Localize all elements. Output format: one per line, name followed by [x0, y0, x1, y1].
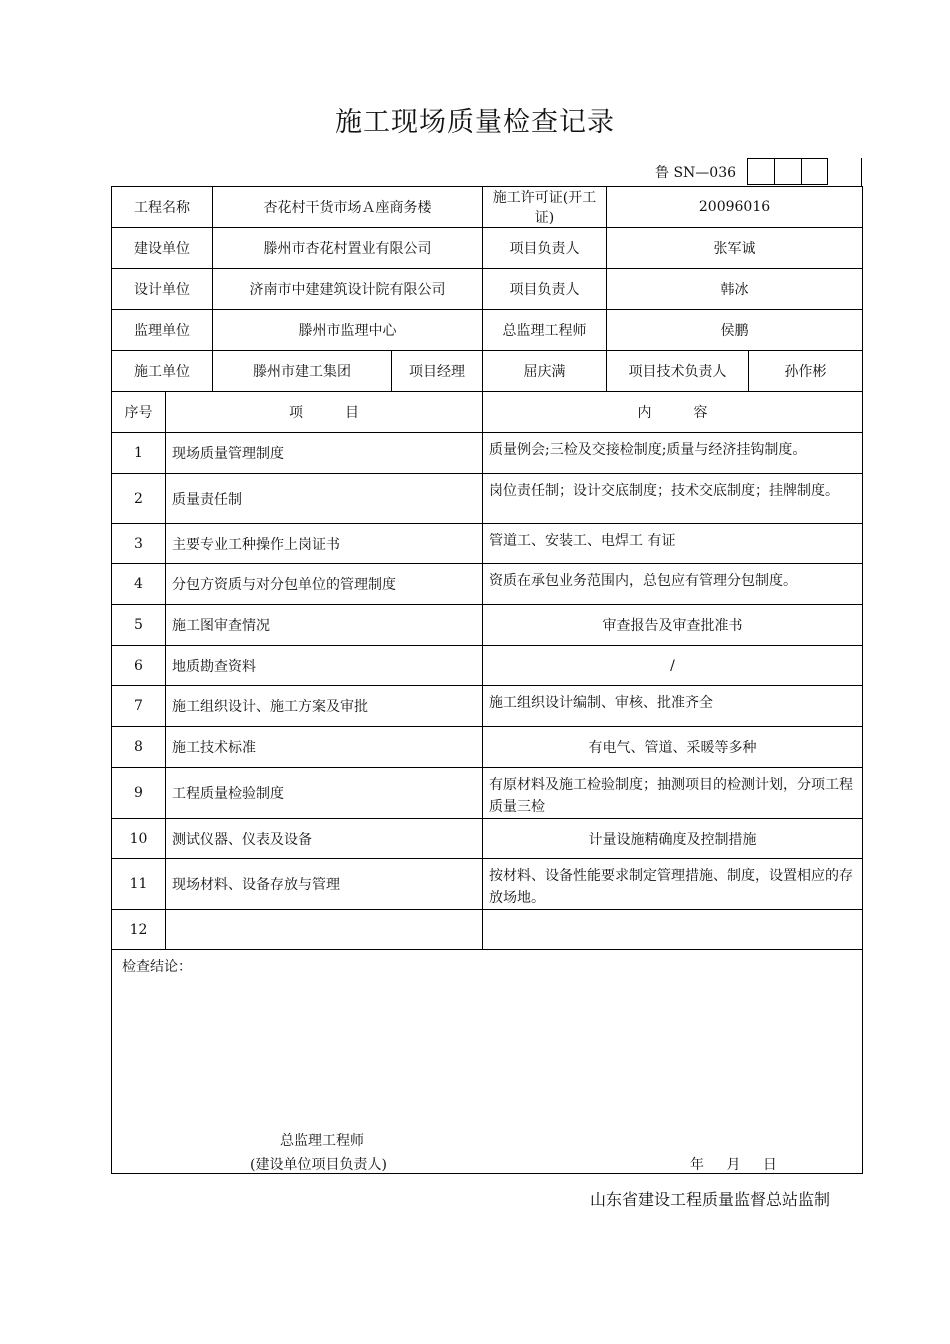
row-content[interactable] [483, 910, 863, 950]
signer-subtitle: (建设单位项目负责人) [250, 1157, 387, 1173]
row-content: 资质在承包业务范围内，总包应有管理分包制度。 [483, 564, 863, 605]
row-number: 3 [112, 524, 166, 564]
row-item: 主要专业工种操作上岗证书 [166, 524, 483, 564]
pm-label: 项目经理 [392, 351, 483, 392]
row-content: / [483, 646, 863, 686]
code-box[interactable] [801, 158, 828, 185]
col-content-header: 内 容 [483, 392, 863, 433]
chief-engineer-value: 侯鹏 [607, 310, 863, 351]
header-row-design [112, 269, 863, 310]
row-number: 1 [112, 433, 166, 474]
owner-person-value: 张军诚 [607, 228, 863, 269]
row-content: 按材料、设备性能要求制定管理措施、制度，设置相应的存放场地。 [483, 859, 863, 910]
owner-value: 滕州市杏花村置业有限公司 [213, 228, 483, 269]
row-number: 6 [112, 646, 166, 686]
conclusion-cell[interactable] [112, 950, 863, 1174]
row-item: 分包方资质与对分包单位的管理制度 [166, 564, 483, 605]
row-content: 有原材料及施工检验制度；抽测项目的检测计划，分项工程质量三检 [483, 768, 863, 819]
row-number: 4 [112, 564, 166, 605]
table-row [112, 686, 863, 727]
table-row [112, 524, 863, 564]
project-name-label: 工程名称 [112, 187, 213, 228]
row-item: 施工组织设计、施工方案及审批 [166, 686, 483, 727]
page-title: 施工现场质量检查记录 [335, 107, 615, 138]
design-value: 济南市中建建筑设计院有限公司 [213, 269, 483, 310]
row-number: 8 [112, 727, 166, 768]
header-row-contractor [112, 351, 863, 392]
permit-value: 20096016 [607, 187, 863, 228]
form-code-boxes [747, 158, 828, 185]
table-row [112, 474, 863, 524]
row-number: 9 [112, 768, 166, 819]
table-border-extension [861, 158, 862, 186]
row-number: 7 [112, 686, 166, 727]
supervision-label: 监理单位 [112, 310, 213, 351]
row-number: 5 [112, 605, 166, 646]
row-number: 11 [112, 859, 166, 910]
chief-engineer-label: 总监理工程师 [483, 310, 607, 351]
form-code: 鲁 SN—036 [655, 165, 737, 181]
row-content: 施工组织设计编制、审核、批准齐全 [483, 686, 863, 727]
code-box[interactable] [747, 158, 774, 185]
row-item: 施工图审查情况 [166, 605, 483, 646]
table-row [112, 564, 863, 605]
row-content: 管道工、安装工、电焊工 有证 [483, 524, 863, 564]
design-person-value: 韩冰 [607, 269, 863, 310]
inspection-table [111, 186, 863, 1174]
col-item-header: 项 目 [166, 392, 483, 433]
row-content: 计量设施精确度及控制措施 [483, 819, 863, 859]
footer-issuer: 山东省建设工程质量监督总站监制 [590, 1190, 831, 1209]
row-content: 岗位责任制；设计交底制度；技术交底制度；挂牌制度。 [483, 474, 863, 524]
table-row [112, 433, 863, 474]
project-name-value: 杏花村干货市场Ａ座商务楼 [213, 187, 483, 228]
row-number: 12 [112, 910, 166, 950]
col-seq-header: 序号 [112, 392, 166, 433]
table-row [112, 768, 863, 819]
permit-label: 施工许可证(开工证) [483, 187, 607, 228]
design-label: 设计单位 [112, 269, 213, 310]
row-item: 质量责任制 [166, 474, 483, 524]
tech-lead-value: 孙作彬 [749, 351, 863, 392]
table-row [112, 605, 863, 646]
table-row [112, 819, 863, 859]
row-content: 有电气、管道、采暖等多种 [483, 727, 863, 768]
row-item: 现场质量管理制度 [166, 433, 483, 474]
contractor-value: 滕州市建工集团 [213, 351, 392, 392]
table-row [112, 646, 863, 686]
design-person-label: 项目负责人 [483, 269, 607, 310]
row-item: 施工技术标准 [166, 727, 483, 768]
header-row-owner [112, 228, 863, 269]
row-number: 2 [112, 474, 166, 524]
row-number: 10 [112, 819, 166, 859]
table-row [112, 727, 863, 768]
conclusion-label: 检查结论： [122, 959, 192, 975]
table-row [112, 859, 863, 910]
owner-label: 建设单位 [112, 228, 213, 269]
header-row-supervision [112, 310, 863, 351]
column-header-row [112, 392, 863, 433]
date-field[interactable]: 年 月 日 [690, 1157, 777, 1173]
row-content: 审查报告及审查批准书 [483, 605, 863, 646]
row-item: 现场材料、设备存放与管理 [166, 859, 483, 910]
contractor-label: 施工单位 [112, 351, 213, 392]
header-row-project [112, 187, 863, 228]
row-item: 地质勘查资料 [166, 646, 483, 686]
row-item: 工程质量检验制度 [166, 768, 483, 819]
signer-title: 总监理工程师 [280, 1133, 364, 1149]
row-item[interactable] [166, 910, 483, 950]
pm-value: 屈庆满 [483, 351, 607, 392]
conclusion-row [112, 950, 863, 1174]
row-item: 测试仪器、仪表及设备 [166, 819, 483, 859]
supervision-value: 滕州市监理中心 [213, 310, 483, 351]
code-box[interactable] [774, 158, 801, 185]
owner-person-label: 项目负责人 [483, 228, 607, 269]
table-row [112, 910, 863, 950]
row-content: 质量例会;三检及交接检制度;质量与经济挂钩制度。 [483, 433, 863, 474]
tech-lead-label: 项目技术负责人 [607, 351, 749, 392]
